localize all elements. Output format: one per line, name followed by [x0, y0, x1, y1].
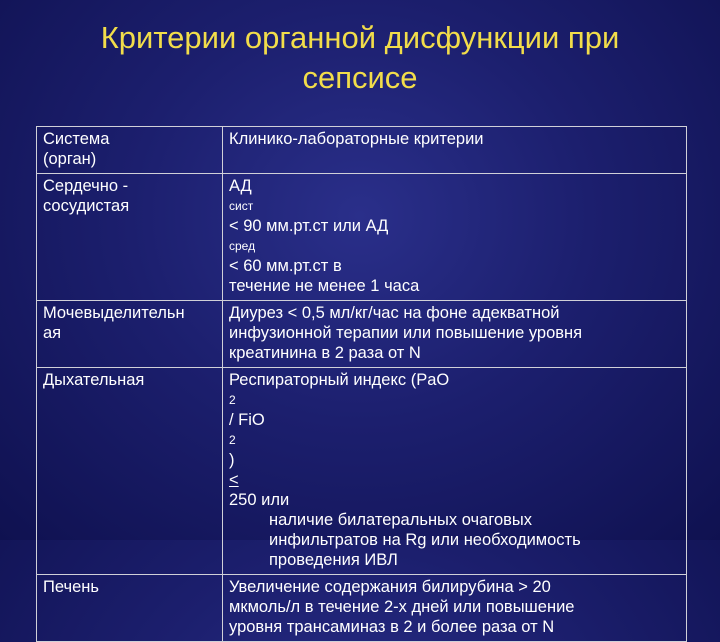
- criteria-line: течение не менее 1 часа: [229, 277, 420, 295]
- criteria-line: Диурез < 0,5 мл/кг/час на фоне адекватной: [229, 304, 560, 322]
- row-criteria-urinary: [223, 301, 687, 368]
- table-header-row: [37, 127, 687, 174]
- criteria-line: [229, 370, 682, 510]
- organ-line: Печень: [43, 578, 99, 596]
- criteria-subscript: 2: [229, 393, 236, 407]
- criteria-line: [229, 176, 682, 276]
- criteria-line: инфильтратов на Rg или необходимость: [269, 531, 581, 549]
- criteria-line: Увеличение содержания билирубина > 20: [229, 578, 551, 596]
- criteria-line: уровня трансаминаз в 2 и более раза от N: [229, 618, 555, 636]
- table-row: [37, 368, 687, 575]
- criteria-text: / FiO: [229, 411, 265, 429]
- slide-title-line-1: Критерии органной дисфункции при: [100, 20, 620, 55]
- criteria-subscript: сред: [229, 239, 256, 253]
- criteria-line: креатинина в 2 раза от N: [229, 344, 421, 362]
- criteria-table: [36, 126, 687, 642]
- criteria-line: мкмоль/л в течение 2-х дней или повышение: [229, 598, 575, 616]
- organ-line: Мочевыделительн: [43, 304, 185, 322]
- criteria-text: АД: [229, 177, 252, 195]
- row-criteria-liver: [223, 575, 687, 642]
- header-organ-label: (орган): [43, 150, 97, 168]
- row-organ-liver: [37, 575, 223, 642]
- table-row: [37, 301, 687, 368]
- slide-title-line-2: сепсисе: [302, 60, 418, 95]
- organ-line: сосудистая: [43, 197, 130, 215]
- header-system-label: Система: [43, 130, 110, 148]
- criteria-subscript: сист: [229, 199, 254, 213]
- organ-line: Сердечно -: [43, 177, 129, 195]
- criteria-line: наличие билатеральных очаговых: [269, 511, 533, 529]
- organ-line: Дыхательная: [43, 371, 145, 389]
- table-row: [37, 174, 687, 301]
- row-organ-cardiovascular: [37, 174, 223, 301]
- criteria-line: проведения ИВЛ: [269, 551, 398, 569]
- header-system-organ: [37, 127, 223, 174]
- criteria-text: < 90 мм.рт.ст или АД: [229, 217, 389, 235]
- criteria-text: ): [229, 451, 235, 469]
- organ-line: ая: [43, 324, 62, 342]
- criteria-less-equal-sign: <: [229, 471, 239, 489]
- criteria-text: Респираторный индекс (PaO: [229, 371, 450, 389]
- criteria-text: < 60 мм.рт.ст в: [229, 257, 342, 275]
- row-organ-respiratory: [37, 368, 223, 575]
- row-criteria-cardiovascular: [223, 174, 687, 301]
- criteria-text: 250 или: [229, 491, 290, 509]
- criteria-line: инфузионной терапии или повышение уровня: [229, 324, 583, 342]
- header-criteria: Клинико-лабораторные критерии: [223, 127, 687, 174]
- row-organ-urinary: [37, 301, 223, 368]
- criteria-subscript: 2: [229, 433, 236, 447]
- slide-title: [60, 18, 660, 98]
- row-criteria-respiratory: [223, 368, 687, 575]
- table-row: [37, 575, 687, 642]
